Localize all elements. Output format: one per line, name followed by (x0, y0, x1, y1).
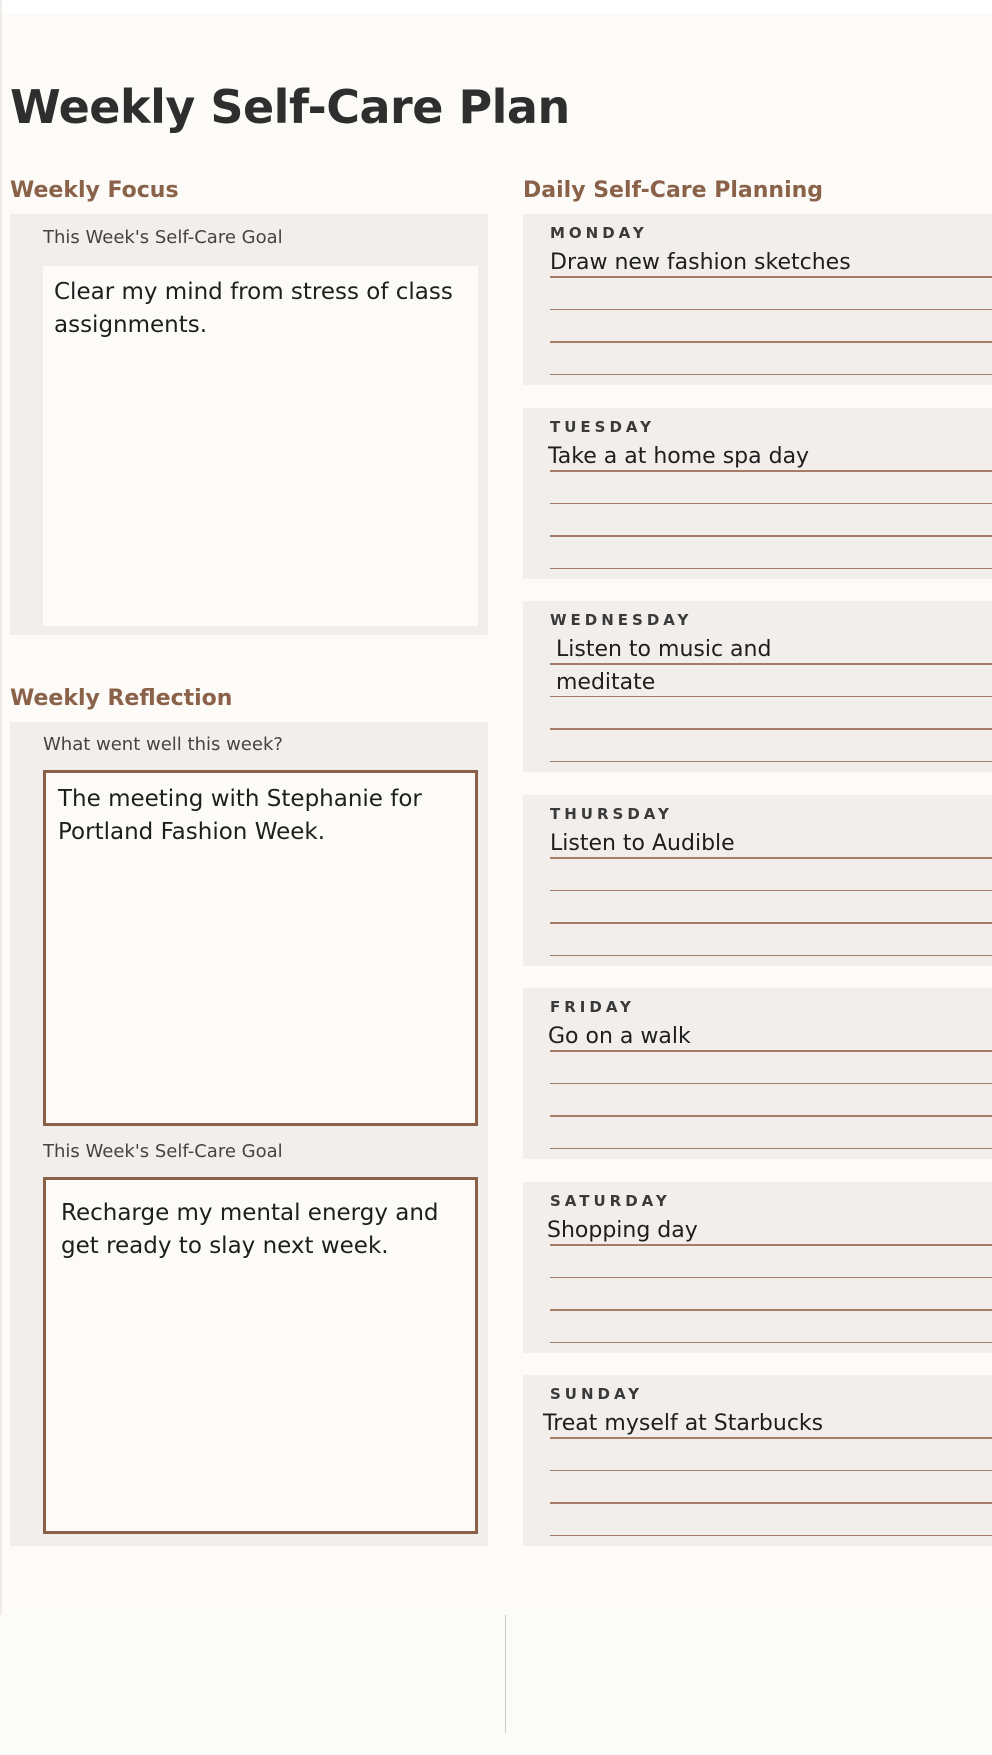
day-name: MONDAY (550, 224, 648, 242)
weekly-focus-panel (10, 214, 488, 635)
day-entry-text: Draw new fashion sketches (550, 250, 851, 275)
writing-line[interactable] (550, 309, 992, 311)
writing-line[interactable] (550, 374, 992, 376)
writing-line[interactable] (550, 1470, 992, 1472)
writing-line[interactable] (550, 1148, 992, 1150)
day-name: THURSDAY (550, 805, 673, 823)
writing-line[interactable] (550, 922, 992, 924)
writing-line[interactable] (550, 1115, 992, 1117)
went-well-text: The meeting with Stephanie for Portland Fashion Week. (58, 786, 422, 845)
day-panel-wednesday (523, 601, 992, 772)
writing-line[interactable] (550, 1083, 992, 1085)
writing-line[interactable] (550, 1342, 992, 1344)
writing-line[interactable] (550, 890, 992, 892)
day-name: FRIDAY (550, 998, 635, 1016)
weekly-goal-text: Clear my mind from stress of class assignments. (54, 279, 453, 338)
day-entry-text: Treat myself at Starbucks (543, 1411, 824, 1436)
went-well-label: What went well this week? (43, 734, 283, 755)
writing-line[interactable] (550, 568, 992, 570)
day-panel-monday (523, 214, 992, 385)
bottom-divider (505, 1615, 506, 1733)
day-entry-text: Take a at home spa day (548, 444, 810, 469)
day-entry-text: Listen to Audible (550, 831, 735, 856)
day-entry-text: Go on a walk (548, 1024, 691, 1049)
weekly-goal-field[interactable] (43, 266, 478, 626)
day-panel-saturday (523, 1182, 992, 1353)
weekly-reflection-heading: Weekly Reflection (10, 686, 233, 711)
bottom-band (0, 1615, 992, 1755)
reflection-goal-field[interactable] (43, 1177, 478, 1534)
day-entry-text: Shopping day (547, 1218, 698, 1243)
writing-line[interactable] (550, 955, 992, 957)
writing-line[interactable] (550, 1309, 992, 1311)
writing-line[interactable] (550, 728, 992, 730)
reflection-goal-text: Recharge my mental energy and get ready to slay next week. (61, 1200, 439, 1259)
day-entry-text: meditate (556, 669, 656, 695)
day-name: SUNDAY (550, 1385, 644, 1403)
page-title: Weekly Self-Care Plan (10, 80, 570, 134)
writing-line[interactable] (550, 535, 992, 537)
day-panel-friday (523, 988, 992, 1159)
weekly-reflection-panel (10, 722, 488, 1546)
day-panel-sunday (523, 1375, 992, 1546)
left-edge (0, 0, 2, 1755)
day-name: SATURDAY (550, 1192, 671, 1210)
top-strip (0, 0, 992, 14)
weekly-goal-label: This Week's Self-Care Goal (43, 227, 283, 248)
reflection-goal-label: This Week's Self-Care Goal (43, 1141, 283, 1162)
went-well-field[interactable] (43, 770, 478, 1126)
day-panel-thursday (523, 795, 992, 966)
writing-line[interactable] (550, 503, 992, 505)
writing-line[interactable] (550, 1502, 992, 1504)
writing-line[interactable] (550, 761, 992, 763)
daily-planning-heading: Daily Self-Care Planning (523, 178, 824, 203)
writing-line[interactable] (550, 1277, 992, 1279)
day-entry-text: Listen to music and (556, 637, 772, 662)
day-name: TUESDAY (550, 418, 655, 436)
writing-line[interactable] (550, 1535, 992, 1537)
day-name: WEDNESDAY (550, 611, 693, 629)
day-panel-tuesday (523, 408, 992, 579)
weekly-focus-heading: Weekly Focus (10, 178, 179, 203)
writing-line[interactable] (550, 341, 992, 343)
